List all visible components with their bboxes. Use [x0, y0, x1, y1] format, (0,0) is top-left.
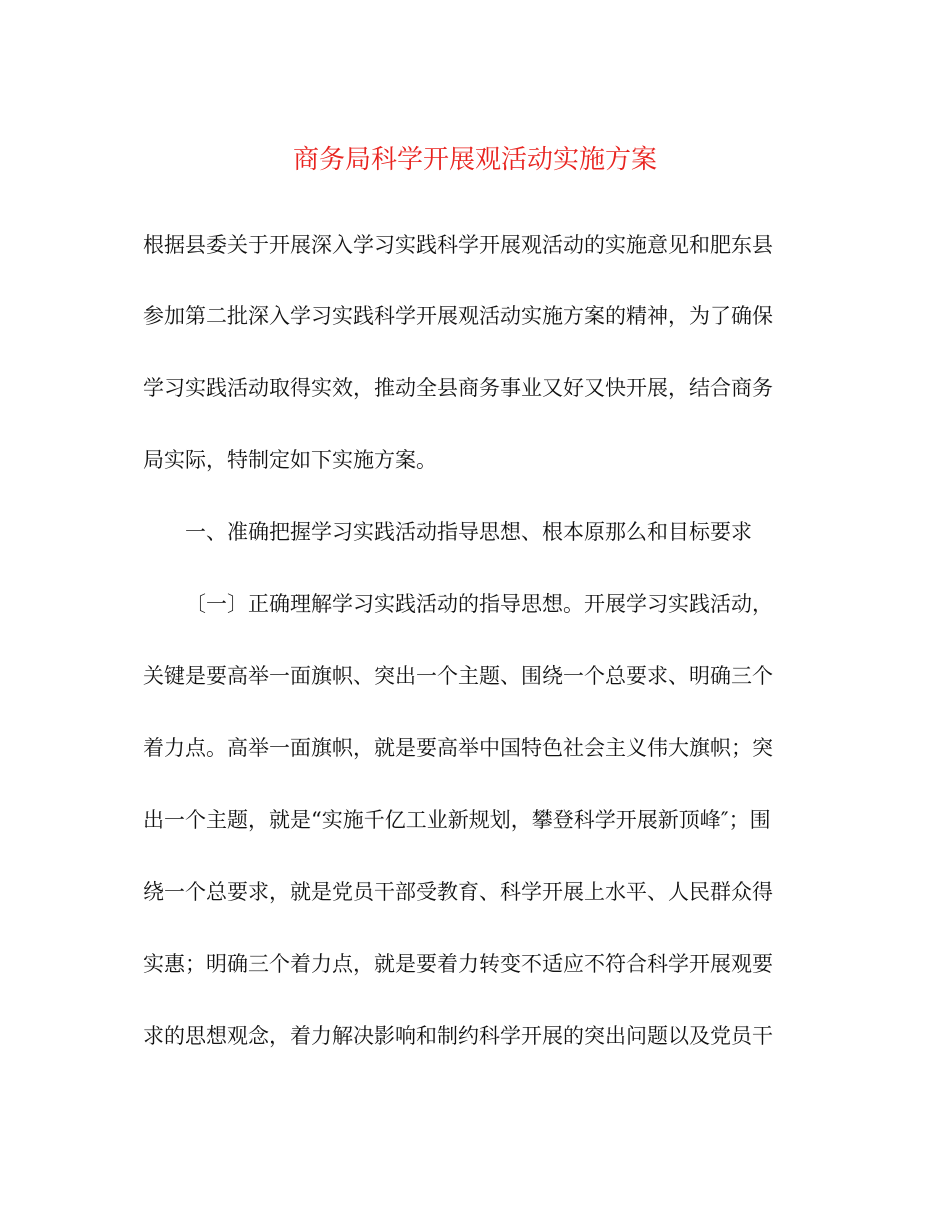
paragraph-line: 学习实践活动取得实效，推动全县商务事业又好又快开展，结合商务: [143, 376, 773, 400]
paragraph-line: 绕一个总要求，就是党员干部受教育、科学开展上水平、人民群众得: [143, 880, 773, 904]
paragraph-line: 出一个主题，就是“实施千亿工业新规划，攀登科学开展新顶峰″；围: [143, 808, 771, 832]
section-heading: 一、准确把握学习实践活动指导思想、根本原那么和目标要求: [185, 520, 752, 544]
paragraph-line: 〔一〕正确理解学习实践活动的指导思想。开展学习实践活动，: [185, 592, 773, 616]
paragraph-line: 关键是要高举一面旗帜、突出一个主题、围绕一个总要求、明确三个: [143, 664, 773, 688]
paragraph-line: 着力点。高举一面旗帜，就是要高举中国特色社会主义伟大旗帜；突: [143, 736, 773, 760]
paragraph-line: 根据县委关于开展深入学习实践科学开展观活动的实施意见和肥东县: [143, 233, 773, 257]
paragraph-line: 局实际，特制定如下实施方案。: [143, 448, 437, 472]
paragraph-line: 参加第二批深入学习实践科学开展观活动实施方案的精神，为了确保: [143, 304, 773, 328]
paragraph-line: 求的思想观念，着力解决影响和制约科学开展的突出问题以及党员干: [143, 1024, 773, 1048]
paragraph-line: 实惠；明确三个着力点，就是要着力转变不适应不符合科学开展观要: [143, 952, 773, 976]
document-title: 商务局科学开展观活动实施方案: [292, 145, 657, 175]
